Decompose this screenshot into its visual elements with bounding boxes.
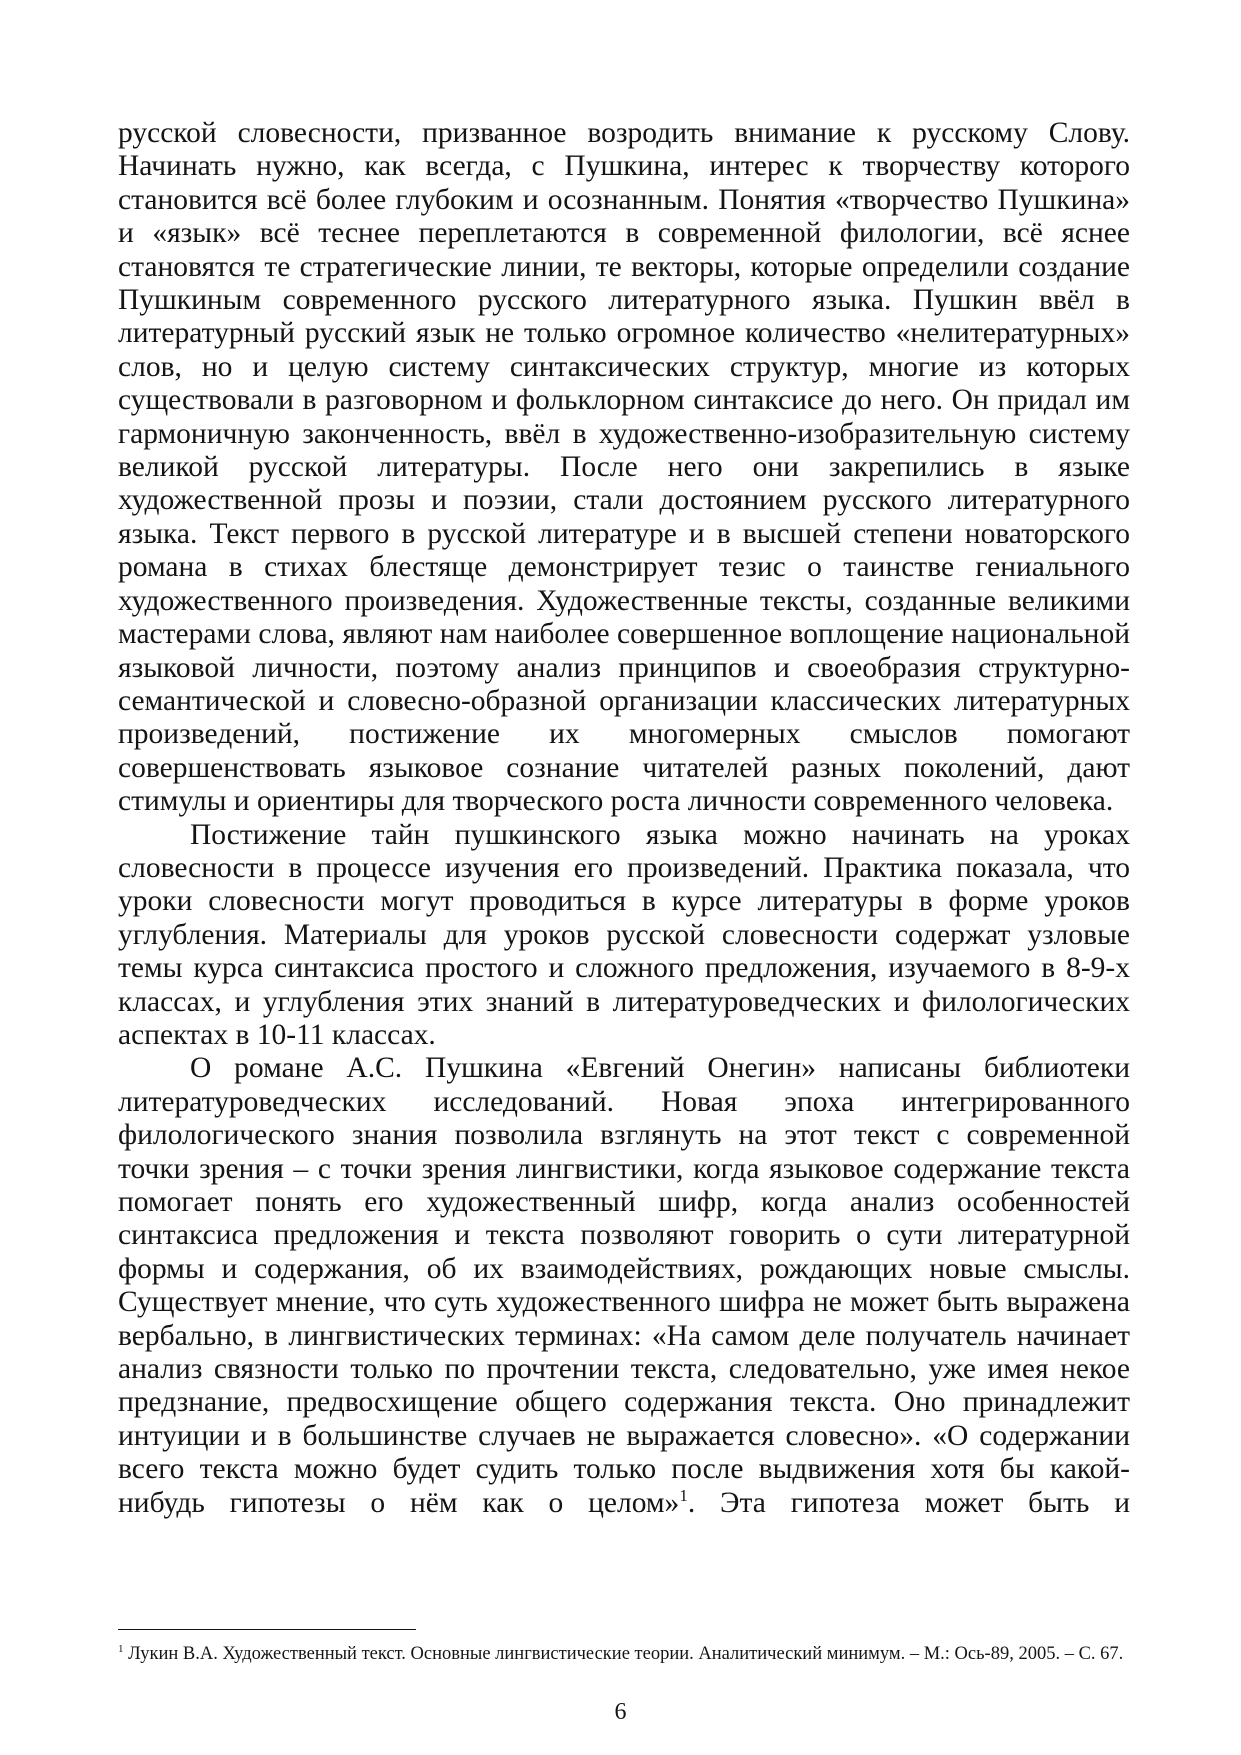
footnote-reference[interactable]: 1 xyxy=(679,1485,688,1505)
footnote-text: Лукин В.А. Художественный текст. Основные лингвистические теории. Аналитический минимум. – М.: Ось-89, 2005. – С. 67. xyxy=(123,1644,1124,1664)
paragraph-2: Постижение тайн пушкинского языка можно начинать на уроках словесности в процессе изучения его произведений. Практика показала, что уроки словесности могут проводиться в курсе литературы в форме уроков углубления. Материалы для уроков русской словесности содержат узловые темы курса синтаксиса простого и сложного предложения, изучаемого в 8-9-х классах, и углубления этих знаний в литературоведческих и филологических аспектах в 10-11 классах. xyxy=(118,818,1130,1051)
paragraph-3 xyxy=(118,1052,1130,1520)
footnote-separator xyxy=(118,1629,416,1630)
page-number: 6 xyxy=(614,1699,627,1725)
paragraph-3-tail: . Эта гипотеза может быть и xyxy=(687,1486,1130,1519)
paragraph-1: русской словесности, призванное возродить внимание к русскому Слову. Начинать нужно, как всегда, с Пушкина, интерес к творчеству которого становится всё более глубоким и осознанным. Понятия «творчество Пушкина» и «язык» всё теснее переплетаются в современной филологии, всё яснее становятся те стратегические линии, те векторы, которые определили создание Пушкиным современного русского литературного языка. Пушкин ввёл в литературный русский язык не только огромное количество «нелитературных» слов, но и целую систему синтаксических структур, многие из которых существовали в разговорном и фольклорном синтаксисе до него. Он придал им гармоничную законченность, ввёл в художественно-изобразительную систему великой русской литературы. После него они закрепились в языке художественной прозы и поэзии, стали достоянием русского литературного языка. Текст первого в русской литературе и в высшей степени новаторского романа в стихах блестяще демонстрирует тезис о таинстве гениального художественного произведения. Художественные тексты, созданные великими мастерами слова, являют нам наиболее совершенное воплощение национальной языковой личности, поэтому анализ принципов и своеобразия структурно-семантической и словесно-образной организации классических литературных произведений, постижение их многомерных смыслов помогают совершенствовать языковое сознание читателей разных поколений, дают стимулы и ориентиры для творческого роста личности современного человека. xyxy=(118,117,1130,818)
footnote-marker: 1 xyxy=(118,1642,124,1655)
paragraph-3-text: О романе А.С. Пушкина «Евгений Онегин» написаны библиотеки литературоведческих исследований. Новая эпоха интегрированного филологического знания позволила взглянуть на этот текст с современной точки зрения – с точки зрения лингвистики, когда языковое содержание текста помогает понять его художественный шифр, когда анализ особенностей синтаксиса предложения и текста позволяют говорить о сути литературной формы и содержания, об их взаимодействиях, рождающих новые смыслы. Существует мнение, что суть художественного шифра не может быть выражена вербально, в лингвистических терминах: «На самом деле получатель начинает анализ связности только по прочтении текста, следовательно, уже имея некое предзнание, предвосхищение общего содержания текста. Оно принадлежит интуиции и в большинстве случаев не выражается словесно». «О содержании всего текста можно будет судить только после выдвижения хотя бы какой-нибудь гипотезы о нём как о целом» xyxy=(118,1052,1130,1519)
footnote xyxy=(118,1643,1130,1666)
body-text xyxy=(118,117,1130,1520)
